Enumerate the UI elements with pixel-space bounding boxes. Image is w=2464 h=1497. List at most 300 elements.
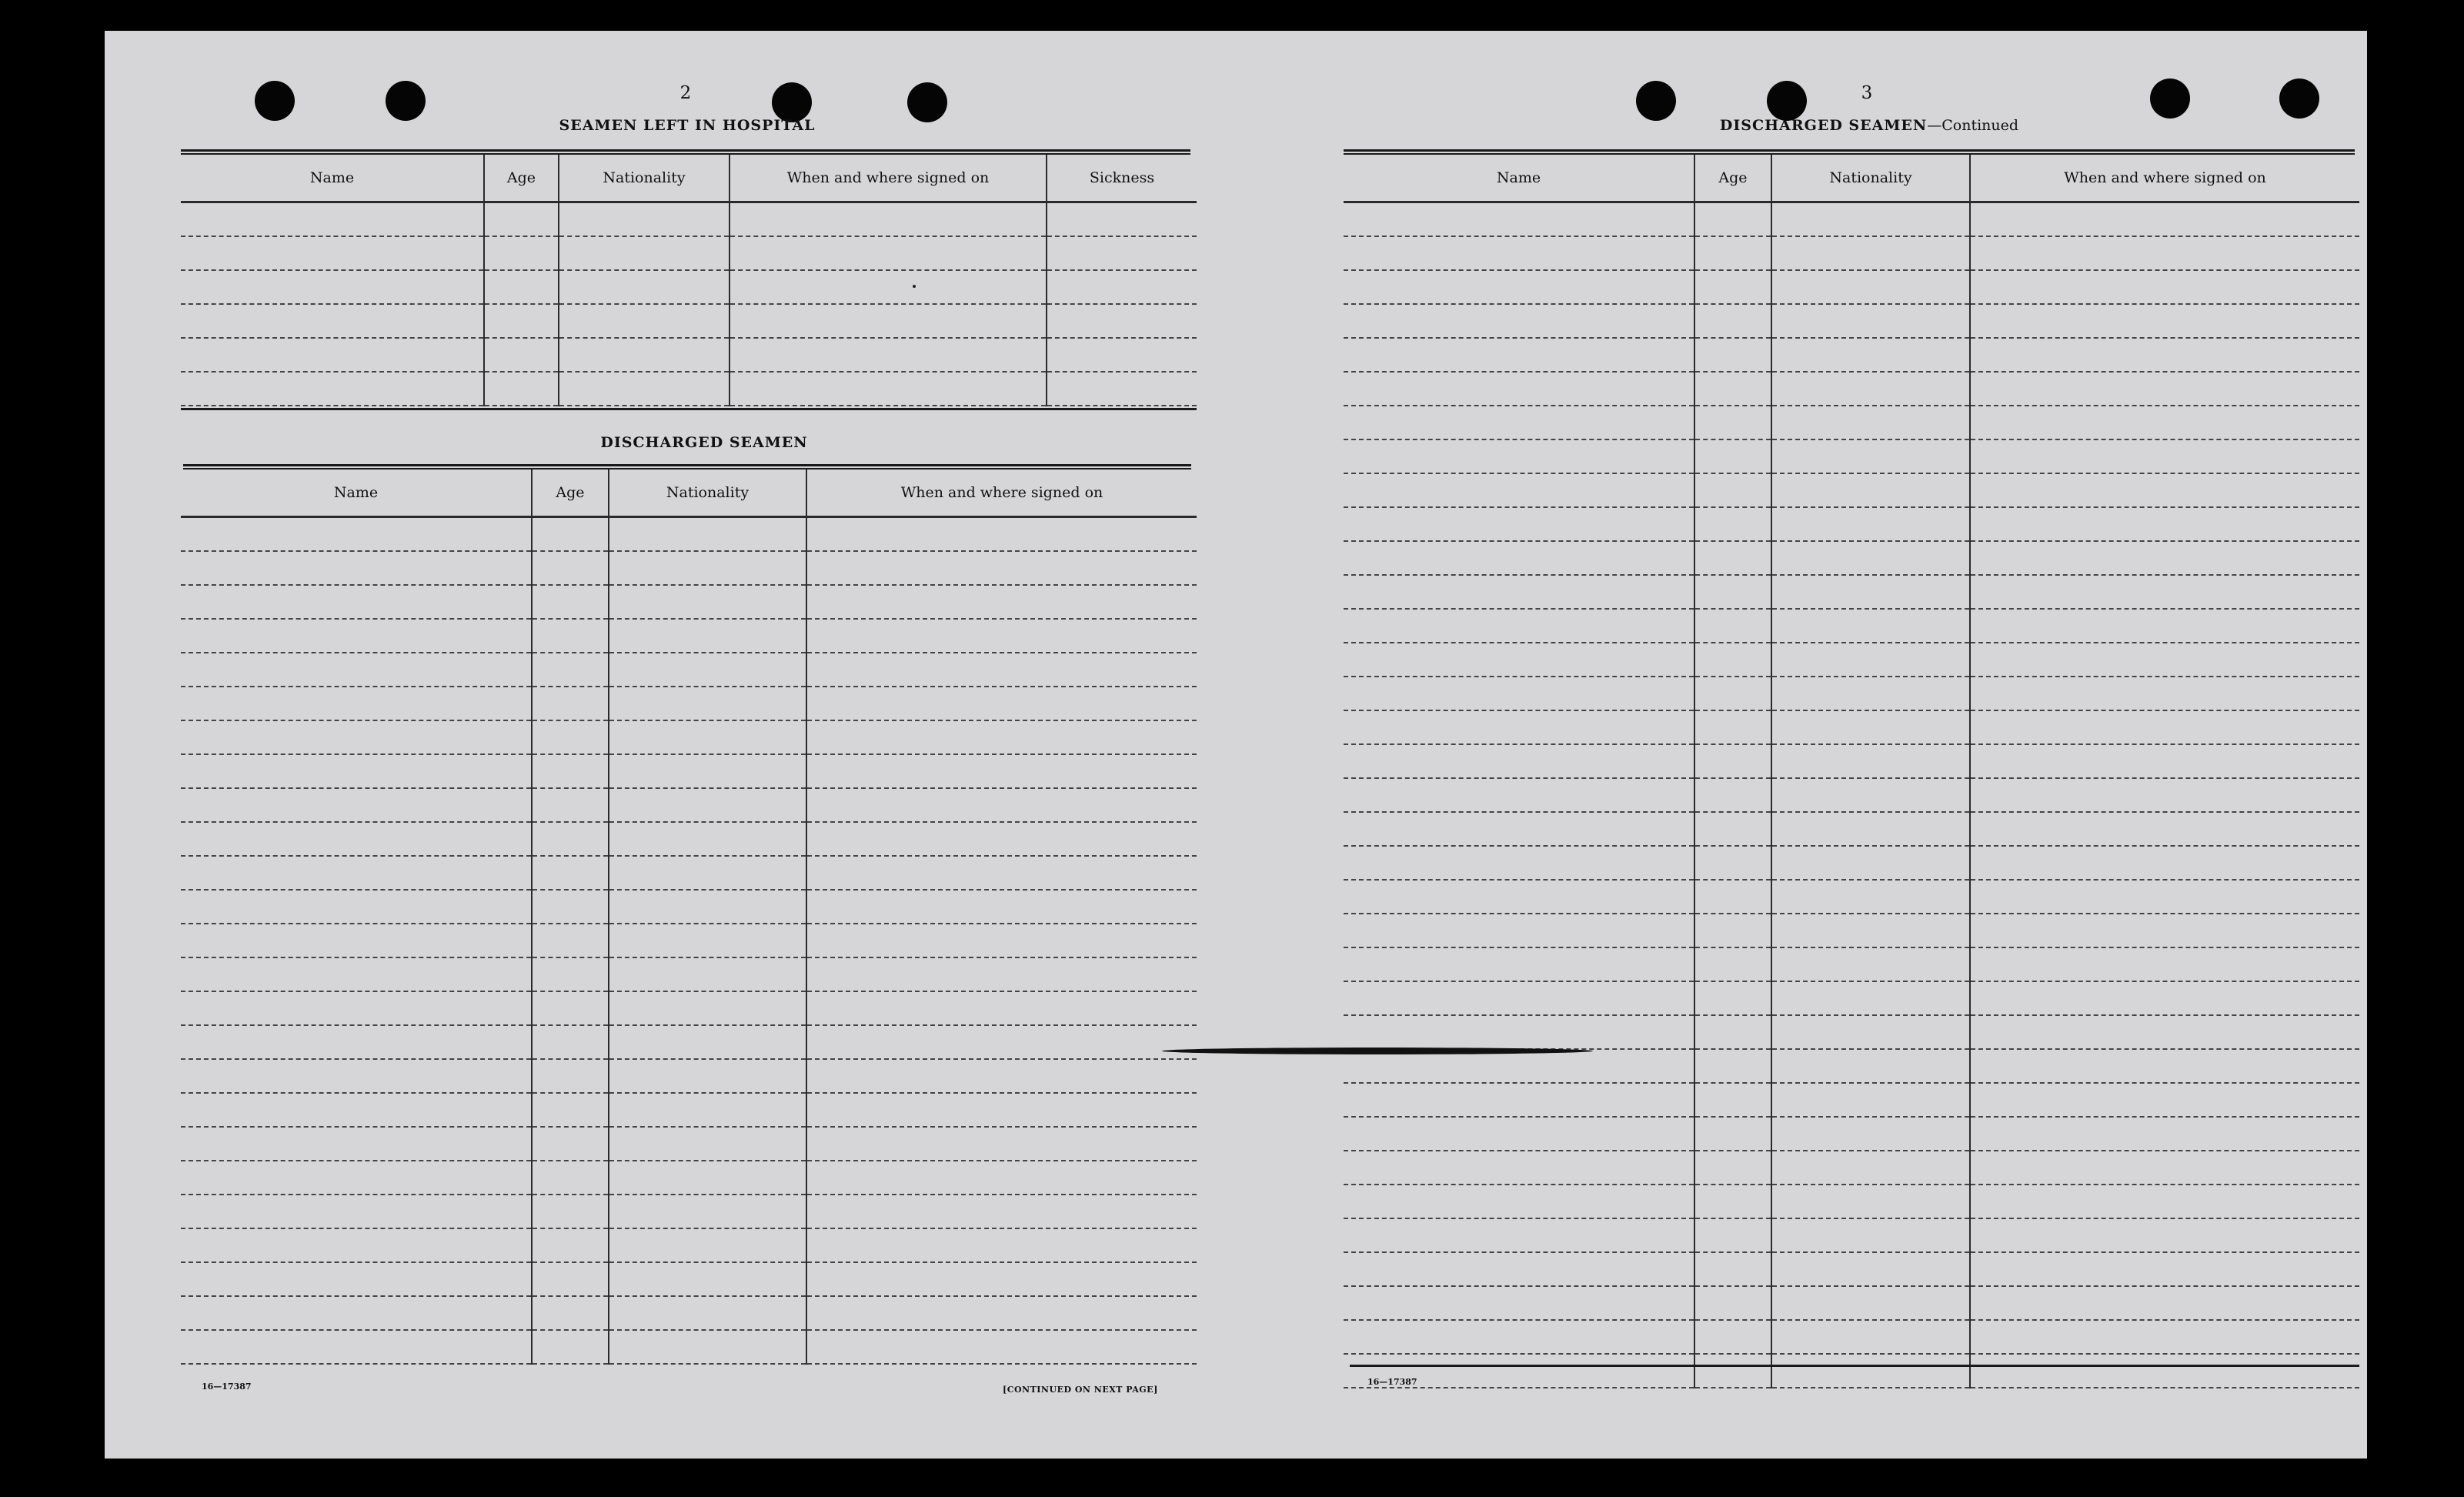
blank-entry-cell	[532, 924, 609, 957]
blank-entry-cell	[1771, 541, 1970, 575]
blank-entry-cell	[1694, 541, 1771, 575]
table-row	[181, 304, 1197, 338]
blank-entry-cell	[1771, 1218, 1970, 1252]
blank-entry-cell	[609, 720, 806, 754]
blank-entry-cell	[1771, 473, 1970, 507]
blank-entry-cell	[806, 1093, 1197, 1127]
table-row	[1344, 1185, 2359, 1218]
blank-entry-cell	[484, 372, 559, 406]
blank-entry-cell	[1771, 1252, 1970, 1286]
blank-entry-cell	[484, 202, 559, 237]
blank-entry-cell	[1771, 304, 1970, 338]
blank-entry-cell	[181, 788, 532, 822]
blank-entry-cell	[806, 1127, 1197, 1161]
blank-entry-cell	[1694, 1252, 1771, 1286]
blank-entry-cell	[1970, 473, 2359, 507]
blank-entry-cell	[730, 236, 1047, 270]
hospital-table	[181, 155, 1197, 406]
discharged-continued-table	[1344, 155, 2359, 1388]
blank-entry-cell	[1970, 575, 2359, 609]
blank-entry-cell	[1344, 372, 1694, 406]
blank-entry-cell	[1771, 202, 1970, 237]
table-row	[181, 236, 1197, 270]
blank-entry-cell	[1771, 744, 1970, 778]
blank-entry-cell	[1694, 575, 1771, 609]
blank-entry-cell	[609, 1296, 806, 1330]
hospital-top-rule	[181, 149, 1190, 152]
blank-entry-cell	[181, 653, 532, 687]
blank-entry-cell	[181, 1093, 532, 1127]
table-row	[181, 924, 1197, 957]
blank-entry-cell	[1970, 338, 2359, 372]
blank-entry-cell	[1771, 507, 1970, 541]
blank-entry-cell	[1970, 1218, 2359, 1252]
blank-entry-cell	[609, 585, 806, 619]
blank-entry-cell	[1694, 744, 1771, 778]
blank-entry-cell	[1970, 677, 2359, 710]
blank-entry-cell	[1344, 1218, 1694, 1252]
blank-entry-cell	[1344, 270, 1694, 304]
table-row	[1344, 778, 2359, 812]
table-row	[181, 720, 1197, 754]
blank-entry-cell	[1694, 812, 1771, 846]
table-row	[181, 202, 1197, 237]
punch-hole	[907, 82, 947, 122]
blank-entry-cell	[1970, 1286, 2359, 1320]
scan-speck	[913, 285, 916, 288]
blank-entry-cell	[806, 1228, 1197, 1262]
blank-entry-cell	[1771, 677, 1970, 710]
blank-entry-cell	[1771, 1015, 1970, 1049]
punch-hole	[1767, 81, 1807, 121]
table-row	[181, 653, 1197, 687]
blank-entry-cell	[181, 517, 532, 552]
blank-entry-cell	[1047, 270, 1197, 304]
column-header: Age	[1694, 155, 1771, 202]
table-row	[181, 585, 1197, 619]
hospital-section-title: SEAMEN LEFT IN HOSPITAL	[559, 117, 816, 134]
blank-entry-cell	[1771, 812, 1970, 846]
blank-entry-cell	[609, 1161, 806, 1195]
table-row	[1344, 507, 2359, 541]
blank-entry-cell	[532, 687, 609, 720]
blank-entry-cell	[484, 270, 559, 304]
table-row	[181, 551, 1197, 585]
blank-entry-cell	[806, 890, 1197, 924]
table-row	[181, 517, 1197, 552]
blank-entry-cell	[609, 1330, 806, 1364]
blank-entry-cell	[181, 1161, 532, 1195]
blank-entry-cell	[730, 372, 1047, 406]
blank-entry-cell	[1771, 643, 1970, 677]
blank-entry-cell	[1694, 406, 1771, 439]
blank-entry-cell	[532, 1093, 609, 1127]
blank-entry-cell	[181, 585, 532, 619]
blank-entry-cell	[559, 202, 730, 237]
blank-entry-cell	[484, 338, 559, 372]
blank-entry-cell	[1771, 778, 1970, 812]
blank-entry-cell	[1694, 914, 1771, 947]
blank-entry-cell	[484, 236, 559, 270]
blank-entry-cell	[806, 1195, 1197, 1228]
blank-entry-cell	[806, 585, 1197, 619]
blank-entry-cell	[181, 619, 532, 653]
blank-entry-cell	[559, 372, 730, 406]
table-row	[181, 1127, 1197, 1161]
blank-entry-cell	[806, 856, 1197, 890]
blank-entry-cell	[1344, 1286, 1694, 1320]
table-row	[1344, 338, 2359, 372]
blank-entry-cell	[1694, 1083, 1771, 1117]
column-header: When and where signed on	[1970, 155, 2359, 202]
blank-entry-cell	[532, 1161, 609, 1195]
blank-entry-cell	[1694, 473, 1771, 507]
right-bottom-rule	[1350, 1365, 2359, 1367]
blank-entry-cell	[1970, 812, 2359, 846]
table-row	[1344, 880, 2359, 914]
blank-entry-cell	[559, 304, 730, 338]
blank-entry-cell	[1344, 1083, 1694, 1117]
table-row	[1344, 677, 2359, 710]
blank-entry-cell	[1344, 744, 1694, 778]
blank-entry-cell	[609, 1059, 806, 1093]
blank-entry-cell	[532, 1228, 609, 1262]
blank-entry-cell	[532, 1330, 609, 1364]
blank-entry-cell	[181, 236, 484, 270]
blank-entry-cell	[1694, 643, 1771, 677]
blank-entry-cell	[806, 754, 1197, 788]
table-row	[181, 957, 1197, 991]
blank-entry-cell	[181, 754, 532, 788]
blank-entry-cell	[1970, 202, 2359, 237]
blank-entry-cell	[532, 1262, 609, 1296]
table-row	[181, 856, 1197, 890]
blank-entry-cell	[1771, 1151, 1970, 1185]
blank-entry-cell	[1344, 1320, 1694, 1354]
table-row	[1344, 575, 2359, 609]
blank-entry-cell	[806, 822, 1197, 856]
blank-entry-cell	[181, 991, 532, 1025]
blank-entry-cell	[1344, 236, 1694, 270]
blank-entry-cell	[1970, 1354, 2359, 1388]
blank-entry-cell	[806, 1330, 1197, 1364]
blank-entry-cell	[1970, 1185, 2359, 1218]
column-header: Sickness	[1047, 155, 1197, 202]
blank-entry-cell	[1344, 981, 1694, 1015]
blank-entry-cell	[609, 619, 806, 653]
blank-entry-cell	[532, 1127, 609, 1161]
blank-entry-cell	[730, 270, 1047, 304]
right-form-number: 16—17387	[1367, 1377, 1417, 1387]
table-row	[181, 619, 1197, 653]
blank-entry-cell	[806, 517, 1197, 552]
blank-entry-cell	[806, 1296, 1197, 1330]
blank-entry-cell	[1970, 541, 2359, 575]
blank-entry-cell	[181, 1195, 532, 1228]
blank-entry-cell	[1344, 1252, 1694, 1286]
blank-entry-cell	[181, 687, 532, 720]
blank-entry-cell	[1344, 541, 1694, 575]
blank-entry-cell	[1344, 880, 1694, 914]
blank-entry-cell	[806, 788, 1197, 822]
blank-entry-cell	[806, 653, 1197, 687]
blank-entry-cell	[806, 1025, 1197, 1059]
blank-entry-cell	[1694, 846, 1771, 880]
blank-entry-cell	[1771, 846, 1970, 880]
blank-entry-cell	[1970, 981, 2359, 1015]
table-row	[181, 1025, 1197, 1059]
blank-entry-cell	[1694, 1049, 1771, 1083]
blank-entry-cell	[806, 1262, 1197, 1296]
blank-entry-cell	[1694, 1320, 1771, 1354]
table-row	[181, 890, 1197, 924]
blank-entry-cell	[1970, 270, 2359, 304]
blank-entry-cell	[1047, 236, 1197, 270]
blank-entry-cell	[1694, 372, 1771, 406]
blank-entry-cell	[181, 270, 484, 304]
table-row	[1344, 710, 2359, 744]
blank-entry-cell	[730, 304, 1047, 338]
table-row	[1344, 1049, 2359, 1083]
document-scan	[105, 31, 2367, 1459]
blank-entry-cell	[609, 856, 806, 890]
blank-entry-cell	[1771, 914, 1970, 947]
blank-entry-cell	[1344, 473, 1694, 507]
blank-entry-cell	[1694, 1218, 1771, 1252]
blank-entry-cell	[1970, 406, 2359, 439]
blank-entry-cell	[806, 957, 1197, 991]
blank-entry-cell	[532, 517, 609, 552]
blank-entry-cell	[1047, 304, 1197, 338]
blank-entry-cell	[559, 270, 730, 304]
blank-entry-cell	[181, 1025, 532, 1059]
table-row	[1344, 1320, 2359, 1354]
blank-entry-cell	[806, 1059, 1197, 1093]
blank-entry-cell	[1970, 1320, 2359, 1354]
blank-entry-cell	[559, 236, 730, 270]
blank-entry-cell	[181, 957, 532, 991]
blank-entry-cell	[1970, 1015, 2359, 1049]
table-row	[1344, 744, 2359, 778]
column-header: Age	[484, 155, 559, 202]
discharged-top-rule	[183, 464, 1191, 466]
blank-entry-cell	[806, 991, 1197, 1025]
blank-entry-cell	[609, 1195, 806, 1228]
blank-entry-cell	[1970, 1151, 2359, 1185]
table-row	[1344, 1354, 2359, 1388]
blank-entry-cell	[532, 788, 609, 822]
blank-entry-cell	[1771, 372, 1970, 406]
column-header: Name	[181, 155, 484, 202]
blank-entry-cell	[1694, 1117, 1771, 1151]
blank-entry-cell	[1694, 507, 1771, 541]
blank-entry-cell	[559, 338, 730, 372]
blank-entry-cell	[1344, 202, 1694, 237]
blank-entry-cell	[806, 720, 1197, 754]
table-row	[1344, 643, 2359, 677]
blank-entry-cell	[609, 517, 806, 552]
table-row	[181, 1228, 1197, 1262]
table-row	[181, 338, 1197, 372]
blank-entry-cell	[1970, 643, 2359, 677]
table-row	[1344, 406, 2359, 439]
table-row	[181, 788, 1197, 822]
blank-entry-cell	[609, 822, 806, 856]
blank-entry-cell	[181, 1059, 532, 1093]
table-row	[1344, 846, 2359, 880]
blank-entry-cell	[1970, 1083, 2359, 1117]
blank-entry-cell	[1047, 338, 1197, 372]
blank-entry-cell	[1047, 372, 1197, 406]
table-row	[1344, 609, 2359, 643]
blank-entry-cell	[484, 304, 559, 338]
table-row	[181, 1195, 1197, 1228]
table-row	[181, 754, 1197, 788]
blank-entry-cell	[532, 890, 609, 924]
blank-entry-cell	[1344, 710, 1694, 744]
right-page-number: 3	[1861, 83, 1873, 103]
blank-entry-cell	[1344, 778, 1694, 812]
blank-entry-cell	[1970, 609, 2359, 643]
table-row	[181, 1330, 1197, 1364]
blank-entry-cell	[181, 551, 532, 585]
blank-entry-cell	[532, 822, 609, 856]
blank-entry-cell	[1694, 304, 1771, 338]
blank-entry-cell	[532, 1025, 609, 1059]
blank-entry-cell	[806, 619, 1197, 653]
blank-entry-cell	[1344, 304, 1694, 338]
table-row	[1344, 1218, 2359, 1252]
table-row	[181, 1161, 1197, 1195]
blank-entry-cell	[181, 1228, 532, 1262]
table-row	[1344, 372, 2359, 406]
hospital-bottom-rule	[181, 408, 1197, 410]
column-header: Nationality	[609, 469, 806, 517]
punch-hole	[2279, 79, 2319, 119]
blank-entry-cell	[532, 754, 609, 788]
blank-entry-cell	[1970, 710, 2359, 744]
blank-entry-cell	[181, 1296, 532, 1330]
blank-entry-cell	[609, 1262, 806, 1296]
blank-entry-cell	[609, 991, 806, 1025]
blank-entry-cell	[1771, 1320, 1970, 1354]
blank-entry-cell	[1771, 1117, 1970, 1151]
blank-entry-cell	[1694, 202, 1771, 237]
right-top-rule	[1344, 149, 2355, 152]
blank-entry-cell	[1970, 744, 2359, 778]
blank-entry-cell	[532, 1296, 609, 1330]
blank-entry-cell	[532, 856, 609, 890]
blank-entry-cell	[1344, 1151, 1694, 1185]
blank-entry-cell	[532, 551, 609, 585]
discharged-continued-title-suffix: —Continued	[1927, 117, 2019, 134]
blank-entry-cell	[609, 754, 806, 788]
punch-hole	[1636, 81, 1676, 121]
blank-entry-cell	[1970, 1252, 2359, 1286]
blank-entry-cell	[1694, 710, 1771, 744]
table-row	[1344, 947, 2359, 981]
blank-entry-cell	[1694, 1185, 1771, 1218]
table-row	[1344, 270, 2359, 304]
blank-entry-cell	[1970, 846, 2359, 880]
blank-entry-cell	[1771, 1185, 1970, 1218]
table-row	[181, 1059, 1197, 1093]
blank-entry-cell	[1771, 270, 1970, 304]
blank-entry-cell	[532, 957, 609, 991]
blank-entry-cell	[1771, 710, 1970, 744]
blank-entry-cell	[1344, 507, 1694, 541]
blank-entry-cell	[181, 1127, 532, 1161]
blank-entry-cell	[1694, 338, 1771, 372]
blank-entry-cell	[1771, 236, 1970, 270]
blank-entry-cell	[1344, 439, 1694, 473]
table-row	[181, 270, 1197, 304]
table-row	[1344, 439, 2359, 473]
table-row	[1344, 1286, 2359, 1320]
blank-entry-cell	[609, 1228, 806, 1262]
column-header: When and where signed on	[806, 469, 1197, 517]
blank-entry-cell	[609, 551, 806, 585]
discharged-continued-title	[1720, 117, 2018, 134]
column-header: Nationality	[559, 155, 730, 202]
blank-entry-cell	[181, 304, 484, 338]
blank-entry-cell	[181, 372, 484, 406]
continued-note: [CONTINUED ON NEXT PAGE]	[1003, 1385, 1158, 1395]
blank-entry-cell	[1694, 1354, 1771, 1388]
table-row	[181, 822, 1197, 856]
blank-entry-cell	[532, 1059, 609, 1093]
blank-entry-cell	[1344, 1015, 1694, 1049]
table-row	[1344, 914, 2359, 947]
blank-entry-cell	[1970, 236, 2359, 270]
blank-entry-cell	[1694, 947, 1771, 981]
blank-entry-cell	[730, 338, 1047, 372]
scan-ink-stroke	[1162, 1048, 1593, 1054]
blank-entry-cell	[609, 788, 806, 822]
table-row	[1344, 304, 2359, 338]
blank-entry-cell	[532, 653, 609, 687]
blank-entry-cell	[181, 1330, 532, 1364]
blank-entry-cell	[532, 720, 609, 754]
blank-entry-cell	[1970, 914, 2359, 947]
blank-entry-cell	[1694, 1151, 1771, 1185]
discharged-section-title: DISCHARGED SEAMEN	[600, 434, 808, 451]
blank-entry-cell	[1771, 981, 1970, 1015]
blank-entry-cell	[1344, 812, 1694, 846]
blank-entry-cell	[1771, 575, 1970, 609]
blank-entry-cell	[1344, 1117, 1694, 1151]
blank-entry-cell	[1694, 236, 1771, 270]
blank-entry-cell	[609, 653, 806, 687]
blank-entry-cell	[1771, 439, 1970, 473]
table-row	[1344, 541, 2359, 575]
table-row	[1344, 236, 2359, 270]
blank-entry-cell	[609, 957, 806, 991]
blank-entry-cell	[181, 202, 484, 237]
blank-entry-cell	[1771, 338, 1970, 372]
blank-entry-cell	[1344, 609, 1694, 643]
blank-entry-cell	[1970, 439, 2359, 473]
blank-entry-cell	[532, 1195, 609, 1228]
left-page-number: 2	[679, 83, 692, 103]
blank-entry-cell	[532, 619, 609, 653]
blank-entry-cell	[1771, 406, 1970, 439]
blank-entry-cell	[1694, 439, 1771, 473]
table-row	[181, 1262, 1197, 1296]
blank-entry-cell	[1344, 947, 1694, 981]
blank-entry-cell	[609, 1127, 806, 1161]
blank-entry-cell	[1694, 778, 1771, 812]
